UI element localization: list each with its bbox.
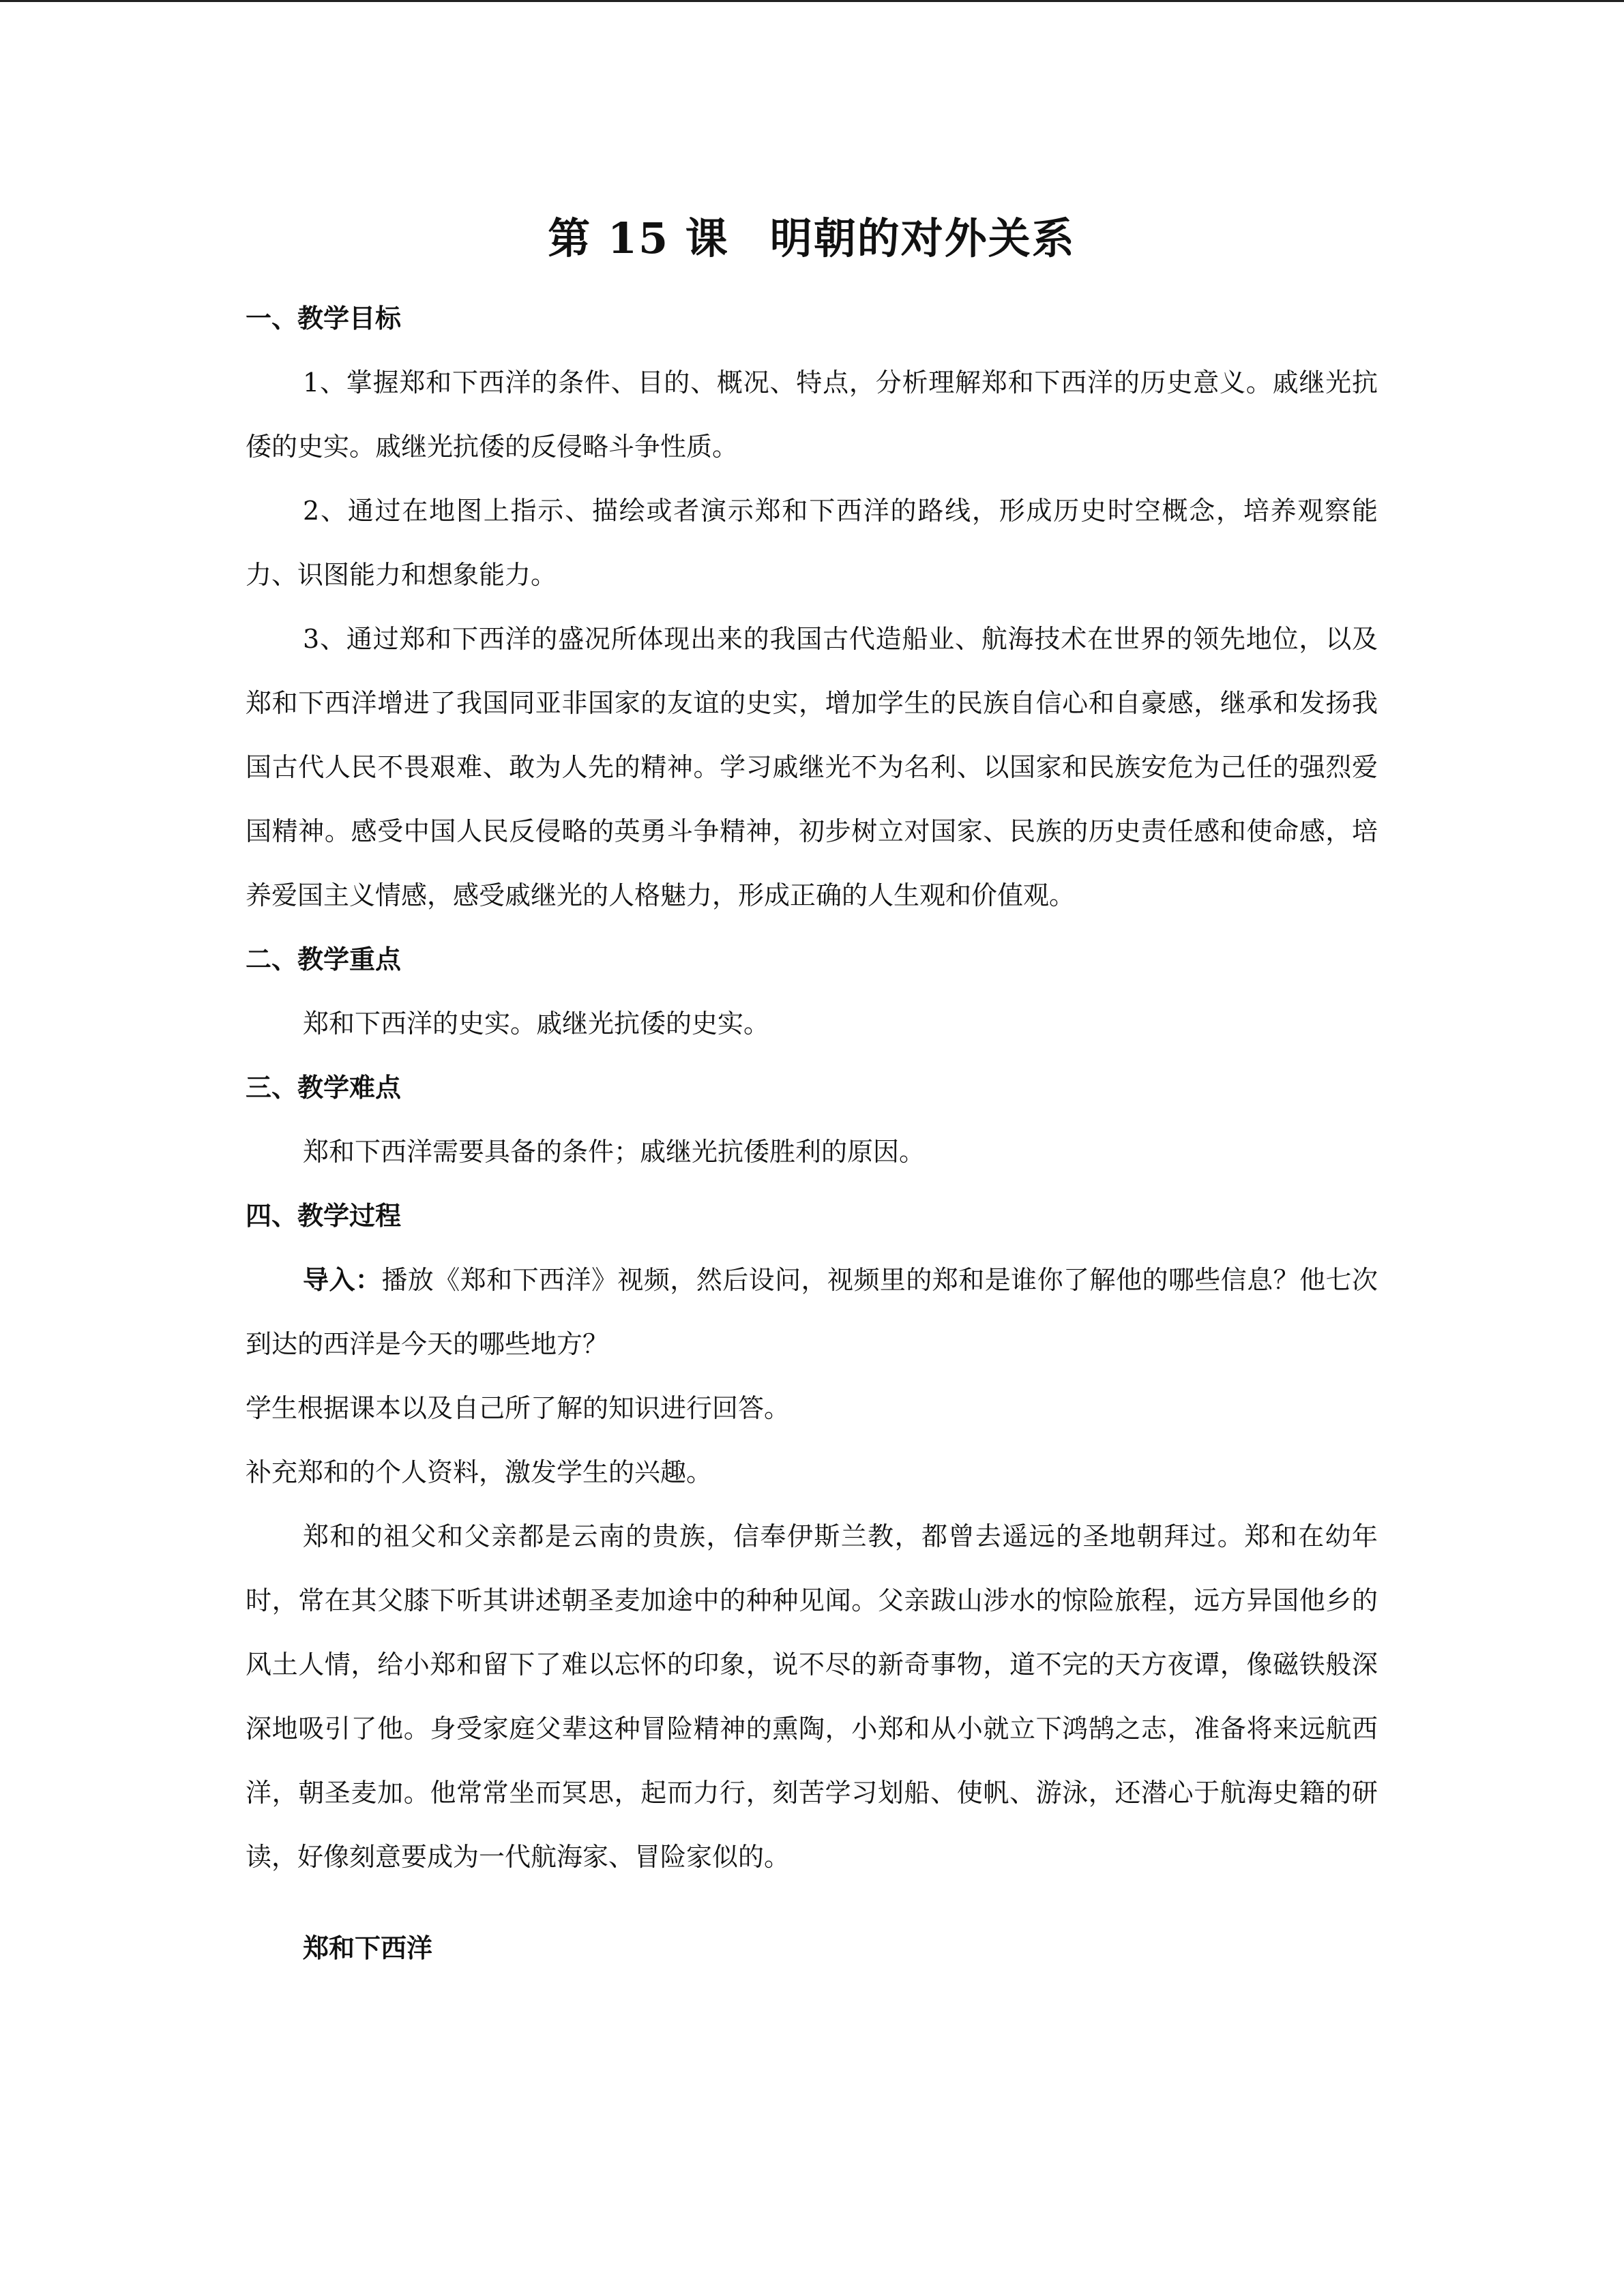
section-heading-difficulties: 三、教学难点 xyxy=(246,1073,402,1103)
intro-text: 播放《郑和下西洋》视频，然后设问，视频里的郑和是谁你了解他的哪些信息？他七次到达的西洋是今天的哪些地方？ xyxy=(246,1265,1378,1359)
section-heading-process: 四、教学过程 xyxy=(246,1201,402,1231)
difficulties-text: 郑和下西洋需要具备的条件；戚继光抗倭胜利的原因。 xyxy=(303,1137,926,1167)
section-heading-key-points: 二、教学重点 xyxy=(246,944,402,974)
lesson-number: 第 15 课 xyxy=(548,213,729,263)
goal-item: 3、通过郑和下西洋的盛况所体现出来的我国古代造船业、航海技术在世界的领先地位，以及郑和下西洋增进了我国同亚非国家的友谊的史实，增加学生的民族自信心和自豪感，继承和发扬我国古代人民不畏艰难、敢为人先的精神。学习戚继光不为名利、以国家和民族安危为己任的强烈爱国精神。感受中国人民反侵略的英勇斗争精神，初步树立对国家、民族的历史责任感和使命感，培养爱国主义情感，感受戚继光的人格魅力，形成正确的人生观和价值观。 xyxy=(246,624,1378,910)
supplement-line: 补充郑和的个人资料，激发学生的兴趣。 xyxy=(246,1457,713,1487)
lesson-name: 明朝的对外关系 xyxy=(769,213,1076,263)
section-heading-goals: 一、教学目标 xyxy=(246,303,402,333)
student-answer-line: 学生根据课本以及自己所了解的知识进行回答。 xyxy=(246,1393,791,1423)
intro-paragraph xyxy=(246,1248,1378,1376)
document-page xyxy=(246,205,1378,1980)
intro-label: 导入： xyxy=(303,1265,382,1295)
subheading-zheng-he-voyages: 郑和下西洋 xyxy=(303,1933,433,1963)
page-top-border xyxy=(0,0,1624,2)
zheng-he-story: 郑和的祖父和父亲都是云南的贵族，信奉伊斯兰教，都曾去遥远的圣地朝拜过。郑和在幼年时，常在其父膝下听其讲述朝圣麦加途中的种种见闻。父亲跋山涉水的惊险旅程，远方异国他乡的风土人情，给小郑和留下了难以忘怀的印象，说不尽的新奇事物，道不完的天方夜谭，像磁铁般深深地吸引了他。身受家庭父辈这种冒险精神的熏陶，小郑和从小就立下鸿鹄之志，准备将来远航西洋，朝圣麦加。他常常坐而冥思，起而力行，刻苦学习划船、使帆、游泳，还潜心于航海史籍的研读，好像刻意要成为一代航海家、冒险家似的。 xyxy=(246,1521,1378,1872)
goal-item: 2、通过在地图上指示、描绘或者演示郑和下西洋的路线，形成历史时空概念，培养观察能力、识图能力和想象能力。 xyxy=(246,496,1378,590)
page-title xyxy=(246,205,1378,273)
key-points-text: 郑和下西洋的史实。戚继光抗倭的史实。 xyxy=(303,1009,770,1039)
goal-item: 1、掌握郑和下西洋的条件、目的、概况、特点，分析理解郑和下西洋的历史意义。戚继光抗倭的史实。戚继光抗倭的反侵略斗争性质。 xyxy=(246,368,1378,462)
